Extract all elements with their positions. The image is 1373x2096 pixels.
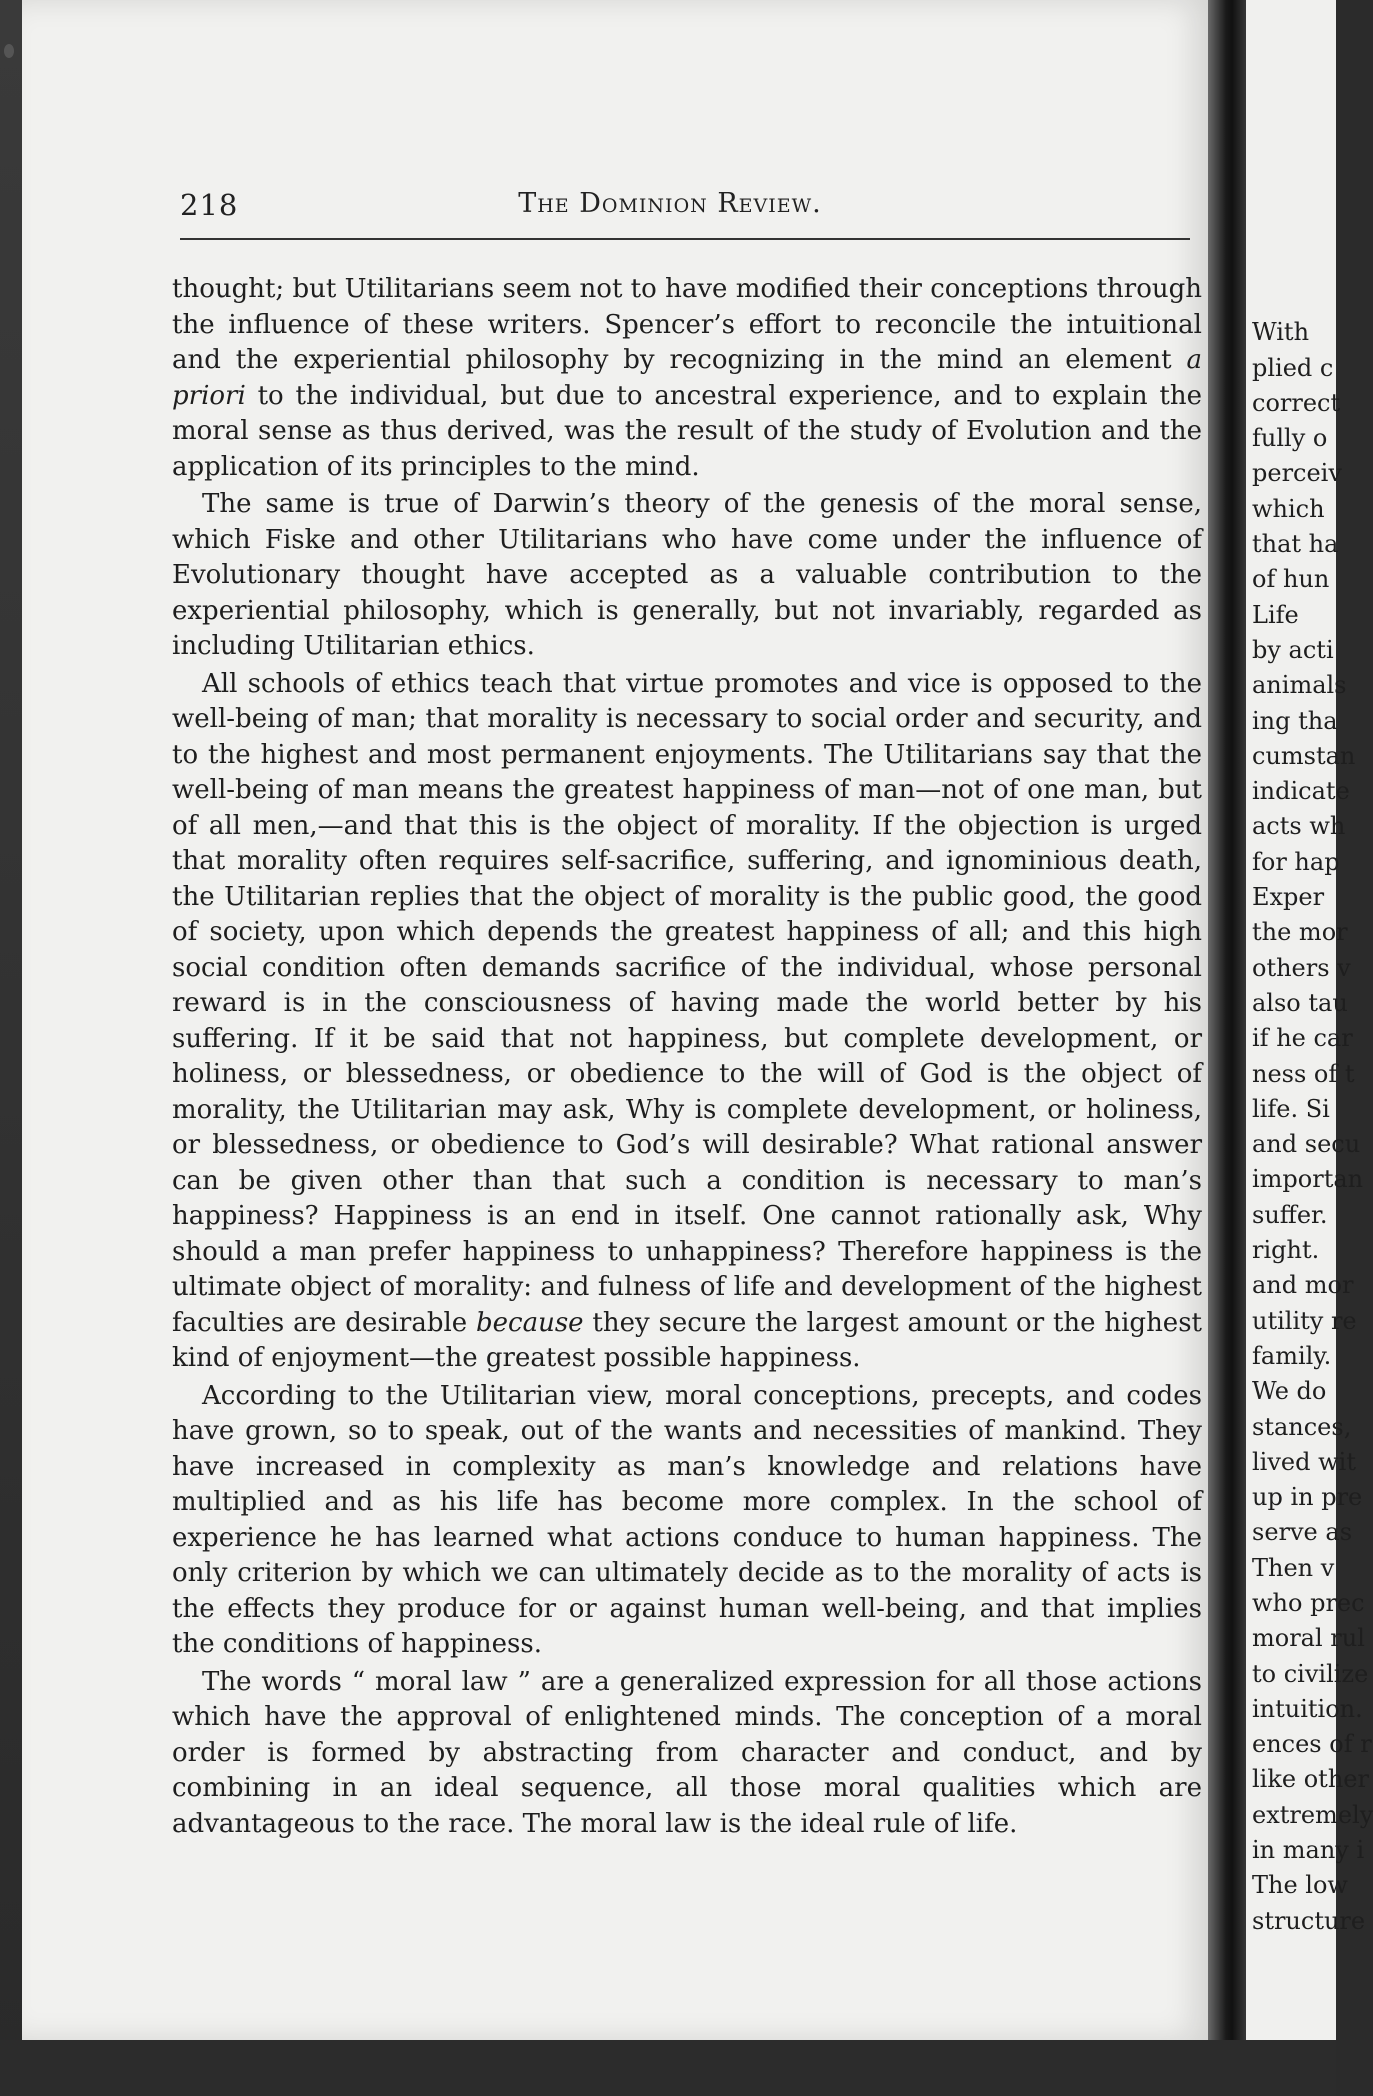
- facing-page-line: structure: [1252, 1906, 1366, 1935]
- paragraph-5: [172, 1665, 1202, 1843]
- facing-page-line: if he car: [1252, 1024, 1353, 1053]
- running-title: The Dominion Review.: [518, 188, 822, 219]
- page-number: 218: [180, 188, 239, 222]
- facing-page-line: cumstan: [1252, 741, 1356, 770]
- paragraph-1: [172, 272, 1202, 485]
- facing-page-line: others v: [1252, 953, 1351, 982]
- facing-page-line: the mor: [1252, 918, 1348, 947]
- facing-page-line: that ha: [1252, 530, 1339, 559]
- facing-page-line: indicate: [1252, 777, 1350, 806]
- paragraph-text: According to the Utilitarian view, moral conceptions, precepts, and codes have grown, so to speak, out of the wants and necessities of mankind. They have increased in complexity as man’s knowledge and relations have multiplied and as his life has become more complex. In the school of experience he has learned what actions conduce to human happiness. The only criterion by which we can ultimately decide as to the morality of acts is the effects they produce for or against human well-being, and that implies the conditions of happiness.: [172, 1380, 1202, 1659]
- paragraph-text: The same is true of Darwin’s theory of the genesis of the moral sense, which Fiske and other Utilitarians who have come under the influence of Evolutionary thought have accepted as a valuable contribution to the experiential philosophy, which is generally, but not invariably, regarded as including Utilitarian ethics.: [172, 489, 1202, 661]
- facing-page-line: suffer.: [1252, 1200, 1328, 1229]
- paragraph-text: All schools of ethics teach that virtue promotes and vice is opposed to the well-being of man; that morality is necessary to social order and security, and to the highest and most permanent enjoyments. The Utilitarians say that the well-being of man means the greatest happiness of man—not of one man, but of all men,—and that this is the object of morality. If the objection is urged that morality often requires self-sacrifice, suffering, and ignominious death, the Utilitarian replies that the object of morality is the public good, the good of society, upon which depends the greatest happiness of all; and this high social condition often demands sacrifice of the individual, whose personal reward is in the consciousness of having made the world better by his suffering. If it be said that not happiness, but complete development, or holiness, or blessedness, or obedience to the will of God is the object of morality, the Utilitarian may ask, Why is complete development, or holiness, or blessedness, or obedience to God’s will desirable? What rational answer can be given other than that such a condition is necessary to man’s happiness? Happiness is an end in itself. One cannot rationally ask, Why should a man prefer happiness to unhappiness? Therefore happiness is the ultimate object of morality: and fulness of life and development of the highest faculties are desirable: [172, 668, 1202, 1338]
- facing-page-line: in many i: [1252, 1836, 1365, 1865]
- italic-text: a priori: [172, 345, 1202, 411]
- facing-page-line: intuition.: [1252, 1694, 1363, 1723]
- facing-page-line: moral rul: [1252, 1624, 1365, 1653]
- facing-page-line: who prec: [1252, 1588, 1365, 1617]
- facing-page-line: acts wh: [1252, 812, 1346, 841]
- facing-page-line: for hap: [1252, 847, 1340, 876]
- paragraph-text: thought; but Utilitarians seem not to have modified their conceptions through the influence of these writers. Spencer’s effort to reconcile the intuitional and the experiential philosophy by recognizing in the mind an element: [172, 274, 1202, 375]
- facing-page-line: animals: [1252, 671, 1347, 700]
- paragraph-text: The words “ moral law ” are a generalized expression for all those actions which have the approval of enlightened minds. The conception of a moral order is formed by abstracting from character and conduct, and by combining in an ideal sequence, all those moral qualities which are advantageous to the race. The moral law is the ideal rule of life.: [172, 1666, 1202, 1839]
- bottom-shadow: [0, 2040, 1336, 2096]
- facing-page-line: plied c: [1252, 353, 1334, 382]
- facing-page-line: stances,: [1252, 1412, 1352, 1441]
- facing-page-line: Life: [1252, 600, 1299, 629]
- paragraph-text: to the individual, but due to ancestral experience, and to explain the moral sense as thus derived, was the result of the study of Evolution and the application of its principles to the mind.: [172, 380, 1202, 482]
- book-gutter: [1208, 0, 1248, 2040]
- facing-page-line: The low: [1252, 1871, 1348, 1900]
- facing-page-line: We do: [1252, 1377, 1327, 1406]
- facing-page-text: [1252, 280, 1373, 1939]
- paragraph-3: [172, 667, 1202, 1377]
- facing-page-line: of hun: [1252, 565, 1330, 594]
- paragraph-2: [172, 487, 1202, 665]
- facing-page-line: lived wit: [1252, 1447, 1356, 1476]
- facing-page-line: also tau: [1252, 988, 1348, 1017]
- paragraph-4: [172, 1379, 1202, 1663]
- facing-page-line: Exper: [1252, 883, 1325, 912]
- facing-page-line: up in pre: [1252, 1483, 1363, 1512]
- scan-mark: [4, 44, 14, 58]
- facing-page-line: and secu: [1252, 1130, 1361, 1159]
- facing-page-line: perceiv: [1252, 459, 1342, 488]
- facing-page-line: and mor: [1252, 1271, 1354, 1300]
- facing-page-line: correct: [1252, 388, 1341, 417]
- body-text: [172, 272, 1202, 1844]
- facing-page-line: [1252, 280, 1342, 315]
- facing-page-line: family.: [1252, 1341, 1332, 1370]
- paragraph-text: they secure the largest amount or the highest kind of enjoyment—the greatest possible happiness.: [172, 1307, 1202, 1373]
- italic-text: because: [476, 1307, 584, 1338]
- facing-page-line: which: [1252, 494, 1325, 523]
- facing-page-line: ences of r: [1252, 1730, 1372, 1759]
- facing-page-line: Then v: [1252, 1553, 1335, 1582]
- facing-page-line: With: [1252, 318, 1310, 347]
- facing-page-line: to civilize: [1252, 1659, 1369, 1688]
- facing-page-line: importan: [1252, 1165, 1364, 1194]
- facing-page-line: right.: [1252, 1236, 1320, 1265]
- header-rule: [180, 238, 1190, 240]
- facing-page-line: ing tha: [1252, 706, 1338, 735]
- facing-page-line: serve as: [1252, 1518, 1353, 1547]
- running-head: [180, 188, 1200, 234]
- facing-page-line: fully o: [1252, 424, 1328, 453]
- facing-page-line: utility re: [1252, 1306, 1357, 1335]
- facing-page-line: life. Si: [1252, 1094, 1330, 1123]
- facing-page-line: by acti: [1252, 635, 1334, 664]
- facing-page-line: extremely: [1252, 1800, 1373, 1829]
- facing-page-line: like other: [1252, 1765, 1369, 1794]
- facing-page-line: ness of t: [1252, 1059, 1355, 1088]
